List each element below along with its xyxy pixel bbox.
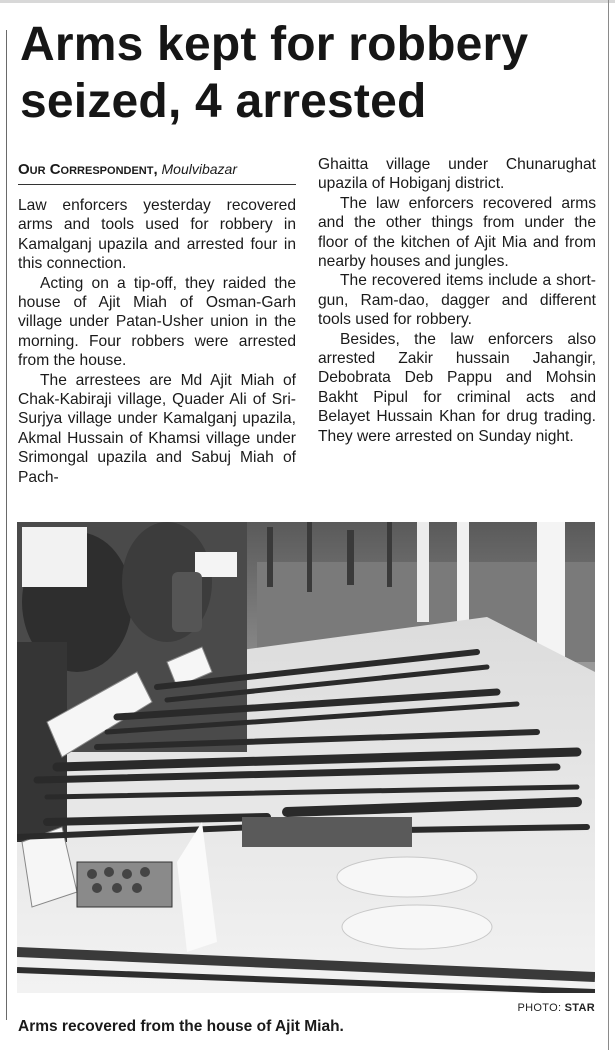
seized-arms-photo-illustration bbox=[17, 522, 595, 993]
photo-credit-prefix: PHOTO: bbox=[517, 1002, 562, 1014]
column-rule-right bbox=[608, 0, 609, 1050]
photo-credit-source: STAR bbox=[564, 1002, 595, 1014]
top-rule bbox=[0, 0, 615, 3]
byline-location: Moulvibazar bbox=[161, 161, 237, 177]
headline bbox=[20, 16, 600, 130]
photo-credit bbox=[518, 1002, 595, 1014]
byline bbox=[18, 160, 296, 185]
article-paragraph: Acting on a tip-off, they raided the house of Ajit Miah of Osman-Garh village under Patan-Usher union in the morning. Four robbers were arrested from the house. bbox=[18, 274, 296, 370]
article-paragraph: Ghaitta village under Chunarughat upazila of Hobiganj district. bbox=[318, 156, 596, 193]
article-paragraph: The law enforcers recovered arms and the other things from under the floor of the kitchen of Ajit Mia and from nearby houses and jungles. bbox=[318, 194, 596, 271]
byline-author: Our Correspondent, bbox=[18, 161, 158, 178]
article-paragraph: Besides, the law enforcers also arrested Zakir hussain Jahangir, Debobrata Deb Pappu and Mohsin Bakht Pipul for criminal acts and Belayet Hussain Khan for drug trading. They were arrested on Sunday night. bbox=[318, 330, 596, 445]
article-column-left bbox=[18, 196, 296, 487]
article-paragraph: Law enforcers yesterday recovered arms and tools used for robbery in Kamalganj upazila and arrested four in this connection. bbox=[18, 197, 296, 273]
headline-line-1: Arms kept for robbery bbox=[20, 18, 529, 71]
headline-line-2: seized, 4 arrested bbox=[20, 75, 427, 128]
news-photo bbox=[17, 522, 595, 993]
column-rule-left bbox=[6, 30, 7, 1020]
article-paragraph: The recovered items include a short-gun, Ram-dao, dagger and different tools used for robbery. bbox=[318, 272, 596, 329]
article-paragraph: The arrestees are Md Ajit Miah of Chak-Kabiraji village, Quader Ali of Sri-Surjya village under Kamalganj upazila, Akmal Hussain of Khamsi village under Srimongal upazila and Sabuj Miah of Pach- bbox=[18, 371, 296, 486]
article-column-right bbox=[318, 155, 596, 446]
photo-caption: Arms recovered from the house of Ajit Miah. bbox=[18, 1018, 344, 1035]
